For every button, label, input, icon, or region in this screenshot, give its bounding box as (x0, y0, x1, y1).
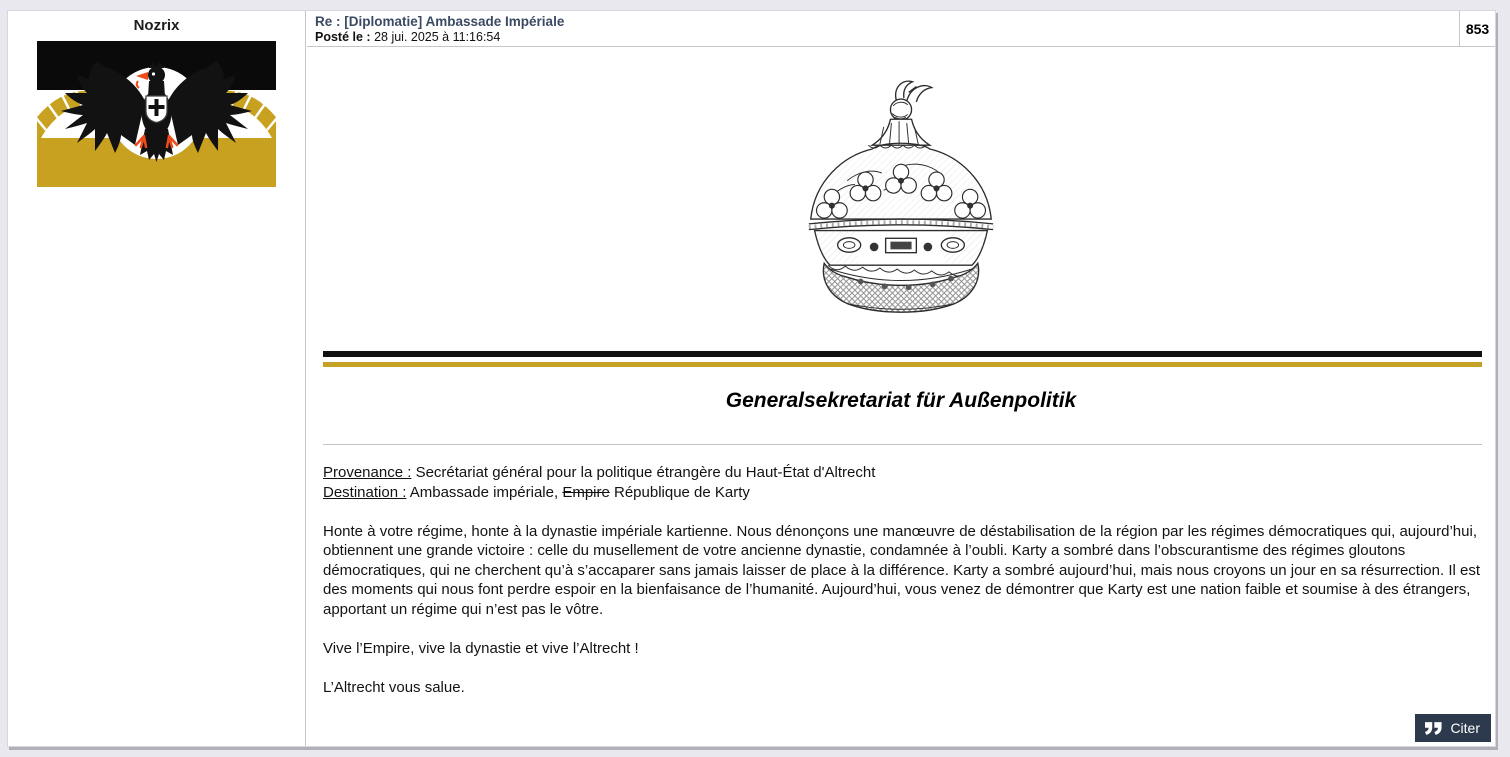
provenance-label: Provenance : (323, 464, 412, 481)
provenance-value: Secrétariat général pour la politique étrangère du Haut-État d'Altrecht (415, 464, 876, 481)
post-timestamp (315, 30, 500, 44)
destination-after: République de Karty (609, 483, 750, 501)
letterhead-divider (323, 444, 1482, 445)
post-number: 853 (1459, 11, 1495, 47)
closing-line: L’Altrecht vous salue. (323, 678, 465, 696)
quote-button[interactable] (1415, 714, 1491, 742)
author-flag-image (37, 41, 276, 187)
salute-line: Vive l’Empire, vive la dynastie et vive l’Altrecht ! (323, 639, 639, 657)
letterhead-bar-black (323, 351, 1482, 357)
author-username[interactable]: Nozrix (133, 17, 180, 34)
destination-label: Destination : (323, 483, 407, 501)
posted-label: Posté le : (315, 30, 371, 44)
post-subject: Re : [Diplomatie] Ambassade Impériale (315, 14, 565, 29)
posted-value: 28 jui. 2025 à 11:16:54 (374, 30, 501, 44)
post-header (307, 11, 1495, 47)
destination-struck-word: Empire (562, 483, 610, 501)
forum-post-card (7, 10, 1496, 747)
destination-before: Ambassade impériale, (409, 483, 563, 501)
author-panel (8, 11, 306, 746)
quote-button-label: Citer (1450, 720, 1480, 736)
post-body (323, 463, 1482, 717)
letterhead-title: Generalsekretariat für Außenpolitik (725, 389, 1077, 412)
letterhead-bar-gold (323, 362, 1482, 367)
post-main (307, 11, 1495, 746)
routing-block (323, 463, 1482, 502)
quote-icon (1425, 722, 1442, 735)
main-paragraph: Honte à votre régime, honte à la dynastie impériale kartienne. Nous dénonçons une manœuvre de déstabilisation de la région par les régimes démocratiques qui, aujourd’hui, obtiennent une grande victoire : celle du musellement de votre ancienne dynastie, condamnée à l’oubli. Karty a sombré dans l’obscurantisme des régimes gloutons démocratiques, qui ne cherchent qu’à s’accaparer sans jamais laisser de place à la différence. Karty a sombré aujourd’hui, mais nous croyons un jour en sa résurrection. Il est des moments qui nous font perdre espoir en la bienfaisance de l’humanité. Aujourd’hui, vous venez de démontrer que Karty est une nation faible et soumise à des étrangers, apportant un régime qui n’est pas le vôtre. (323, 522, 1480, 618)
crown-engraving (787, 77, 1015, 317)
